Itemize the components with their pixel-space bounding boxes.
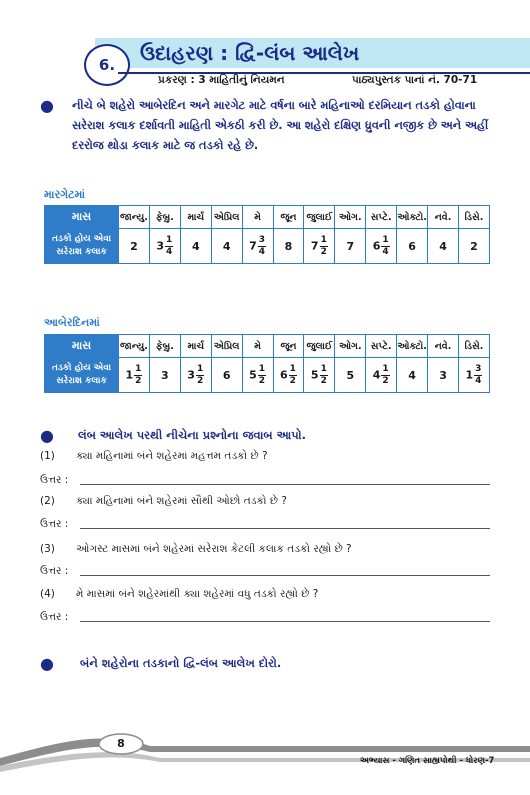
sunshine-value-cell — [335, 358, 366, 393]
intro-paragraph: નીચે બે શહેરો આબેરદિન અને મારગેટ માટે વર્ષના બારે મહિનાઓ દરમિયાન તડકો હોવાના સરેરાશ કલાક દર્શાવતી માહિતી એકઠી કરી છે. આ શહેરો દક્ષિણ ધ્રુવની નજીક છે અને અહીં દરરોજ થોડા કલાક માટે જ તડકો રહે છે. — [72, 99, 489, 152]
numerator: 1 — [196, 363, 204, 374]
whole-part: 3 — [439, 368, 447, 382]
answer-line[interactable] — [80, 621, 490, 622]
fraction — [320, 235, 328, 258]
question-number: (4) — [40, 588, 55, 600]
sunshine-value-cell — [458, 229, 489, 264]
sunshine-value-cell — [119, 358, 150, 393]
whole-part: 3 — [156, 239, 165, 252]
margate-month-row — [45, 206, 490, 229]
fraction — [258, 364, 266, 387]
denominator: 2 — [289, 375, 296, 386]
page-title: ઉદાહરણ : દ્વિ-લંબ આલેખ — [140, 41, 360, 65]
fraction — [196, 364, 204, 387]
whole-part: 2 — [130, 239, 138, 253]
question-number: (2) — [40, 495, 55, 507]
footer-text: અભ્યાસ - ગણિત સાહ્યપોથી - ધોરણ-7 — [360, 756, 495, 766]
sunshine-value-cell — [366, 229, 397, 264]
sunshine-value-cell — [304, 358, 335, 393]
whole-part: 7 — [310, 239, 319, 252]
whole-part: 5 — [249, 368, 257, 381]
month-cell: ઓગ. — [335, 206, 366, 229]
fraction — [381, 364, 389, 387]
aberdeen-table — [44, 334, 490, 393]
whole-part: 4 — [222, 239, 231, 253]
denominator: 2 — [258, 375, 266, 386]
margate-values-row — [45, 229, 490, 264]
month-cell: એપ્રિલ — [211, 335, 242, 358]
margate-table — [44, 205, 490, 264]
bullet-icon: ● — [40, 96, 54, 115]
month-cell: જુલાઈ — [304, 335, 335, 358]
month-cell: જાન્યુ. — [119, 335, 150, 358]
aberdeen-month-row — [45, 335, 490, 358]
bullet-icon: ● — [40, 654, 54, 673]
answer-label: ઉત્તર : — [40, 518, 69, 530]
fraction — [320, 364, 328, 387]
month-cell: જૂન — [273, 206, 304, 229]
sunshine-value-cell — [397, 229, 428, 264]
aberdeen-values-row — [45, 358, 490, 393]
question-number: (1) — [40, 450, 55, 462]
month-cell: માર્ચ — [180, 206, 211, 229]
sunshine-value-cell — [273, 358, 304, 393]
numerator: 1 — [258, 363, 266, 374]
answer-label: ઉત્તર : — [40, 474, 69, 486]
month-cell: ફેબ્રુ. — [149, 335, 180, 358]
sunshine-value-cell — [397, 358, 428, 393]
whole-part: 3 — [161, 368, 169, 382]
whole-part: 5 — [310, 368, 319, 381]
month-cell: નવે. — [428, 206, 459, 229]
sunshine-value-cell — [242, 358, 273, 393]
sunshine-value-cell — [428, 358, 459, 393]
numerator: 1 — [382, 363, 389, 374]
numerator: 1 — [289, 363, 296, 374]
answer-label: ઉત્તર : — [40, 565, 69, 577]
denominator: 2 — [320, 246, 327, 257]
sunshine-value-cell — [273, 229, 304, 264]
denominator: 4 — [258, 246, 266, 257]
denominator: 2 — [135, 375, 142, 386]
month-cell: માર્ચ — [180, 335, 211, 358]
month-cell: સપ્ટે. — [366, 335, 397, 358]
whole-part: 4 — [191, 239, 200, 253]
whole-part: 8 — [284, 239, 293, 253]
whole-part: 4 — [408, 368, 416, 382]
numerator: 1 — [135, 363, 142, 374]
month-cell: ડિસે. — [458, 206, 489, 229]
sunshine-value-cell — [180, 358, 211, 393]
row-label-cell: તડકો હોય એવા સરેરાશ કલાક — [45, 229, 119, 264]
month-header-cell: માસ — [45, 206, 119, 229]
month-cell: ઓક્ટો. — [397, 206, 428, 229]
fraction — [289, 364, 297, 387]
denominator: 2 — [320, 375, 327, 386]
numerator: 3 — [258, 234, 266, 245]
page-number: 8 — [117, 737, 125, 750]
sunshine-value-cell — [335, 229, 366, 264]
margate-label: મારગેટમાં — [44, 188, 86, 201]
whole-part: 2 — [470, 239, 478, 253]
answer-line[interactable] — [80, 484, 490, 485]
fraction — [134, 364, 142, 387]
whole-part: 7 — [249, 239, 257, 252]
sunshine-value-cell — [366, 358, 397, 393]
sunshine-value-cell — [149, 358, 180, 393]
questions-heading: લંબ આલેખ પરથી નીચેના પ્રશ્નોના જવાબ આપો. — [78, 428, 307, 442]
question-text: ક્યા મહિનામાં બંને શહેરમાં મહત્તમ તડકો છે ? — [76, 450, 268, 462]
numerator: 1 — [320, 234, 327, 245]
whole-part: 6 — [408, 239, 416, 253]
whole-part: 5 — [346, 368, 355, 382]
numerator: 1 — [320, 363, 327, 374]
whole-part: 6 — [222, 368, 231, 382]
final-instruction: બંને શહેરોના તડકાનો દ્વિ-લંબ આલેખ દોરો. — [80, 656, 282, 670]
sunshine-value-cell — [119, 229, 150, 264]
chapter-label: પ્રકરણ : 3 માહિતીનું નિયમન — [158, 74, 285, 86]
whole-part: 6 — [372, 239, 381, 252]
sunshine-value-cell — [458, 358, 489, 393]
question-text: મે માસમાં બંને શહેરમાંથી ક્યા શહેરમાં વધુ તડકો રહ્યો છે ? — [76, 588, 319, 600]
month-cell: ઓક્ટો. — [397, 335, 428, 358]
month-cell: ફેબ્રુ. — [149, 206, 180, 229]
month-cell: સપ્ટે. — [366, 206, 397, 229]
fraction — [165, 235, 173, 258]
fraction — [474, 364, 482, 387]
fraction — [381, 235, 389, 258]
whole-part: 4 — [439, 239, 447, 253]
aberdeen-label: આબેરદિનમાં — [44, 316, 100, 329]
bullet-icon: ● — [40, 426, 54, 445]
footer-wave — [0, 700, 530, 795]
denominator: 4 — [475, 375, 482, 386]
month-cell: ઓગ. — [335, 335, 366, 358]
answer-line[interactable] — [80, 575, 490, 576]
numerator: 1 — [166, 234, 173, 245]
sunshine-value-cell — [242, 229, 273, 264]
sunshine-value-cell — [180, 229, 211, 264]
exercise-number: 6. — [84, 44, 130, 86]
month-cell: મે — [242, 206, 273, 229]
fraction — [258, 235, 266, 258]
answer-label: ઉત્તર : — [40, 611, 69, 623]
numerator: 1 — [382, 234, 389, 245]
month-cell: એપ્રિલ — [211, 206, 242, 229]
whole-part: 1 — [465, 368, 474, 381]
month-cell: ડિસે. — [458, 335, 489, 358]
whole-part: 1 — [125, 368, 134, 381]
sunshine-value-cell — [304, 229, 335, 264]
month-cell: જૂન — [273, 335, 304, 358]
denominator: 4 — [166, 246, 173, 257]
sunshine-value-cell — [211, 229, 242, 264]
month-cell: જાન્યુ. — [119, 206, 150, 229]
textbook-pages: પાઠ્યપુસ્તક પાનાં નં. 70-71 — [352, 74, 478, 86]
sunshine-value-cell — [211, 358, 242, 393]
answer-line[interactable] — [80, 528, 490, 529]
whole-part: 7 — [346, 239, 355, 253]
month-cell: નવે. — [428, 335, 459, 358]
row-label-cell: તડકો હોય એવા સરેરાશ કલાક — [45, 358, 119, 393]
numerator: 3 — [475, 363, 482, 374]
denominator: 2 — [382, 375, 389, 386]
question-text: ઓગસ્ટ માસમાં બંને શહેરમાં સરેરાશ કેટલી કલાક તડકો રહ્યો છે ? — [76, 543, 352, 555]
month-cell: મે — [242, 335, 273, 358]
whole-part: 3 — [187, 368, 195, 381]
month-header-cell: માસ — [45, 335, 119, 358]
whole-part: 6 — [280, 368, 288, 381]
sunshine-value-cell — [149, 229, 180, 264]
question-number: (3) — [40, 543, 55, 555]
whole-part: 4 — [372, 368, 381, 381]
denominator: 2 — [196, 375, 204, 386]
question-text: ક્યા મહિનામાં બંને શહેરમાં સૌથી ઓછો તડકો છે ? — [76, 495, 287, 507]
sunshine-value-cell — [428, 229, 459, 264]
month-cell: જુલાઈ — [304, 206, 335, 229]
denominator: 4 — [382, 246, 389, 257]
